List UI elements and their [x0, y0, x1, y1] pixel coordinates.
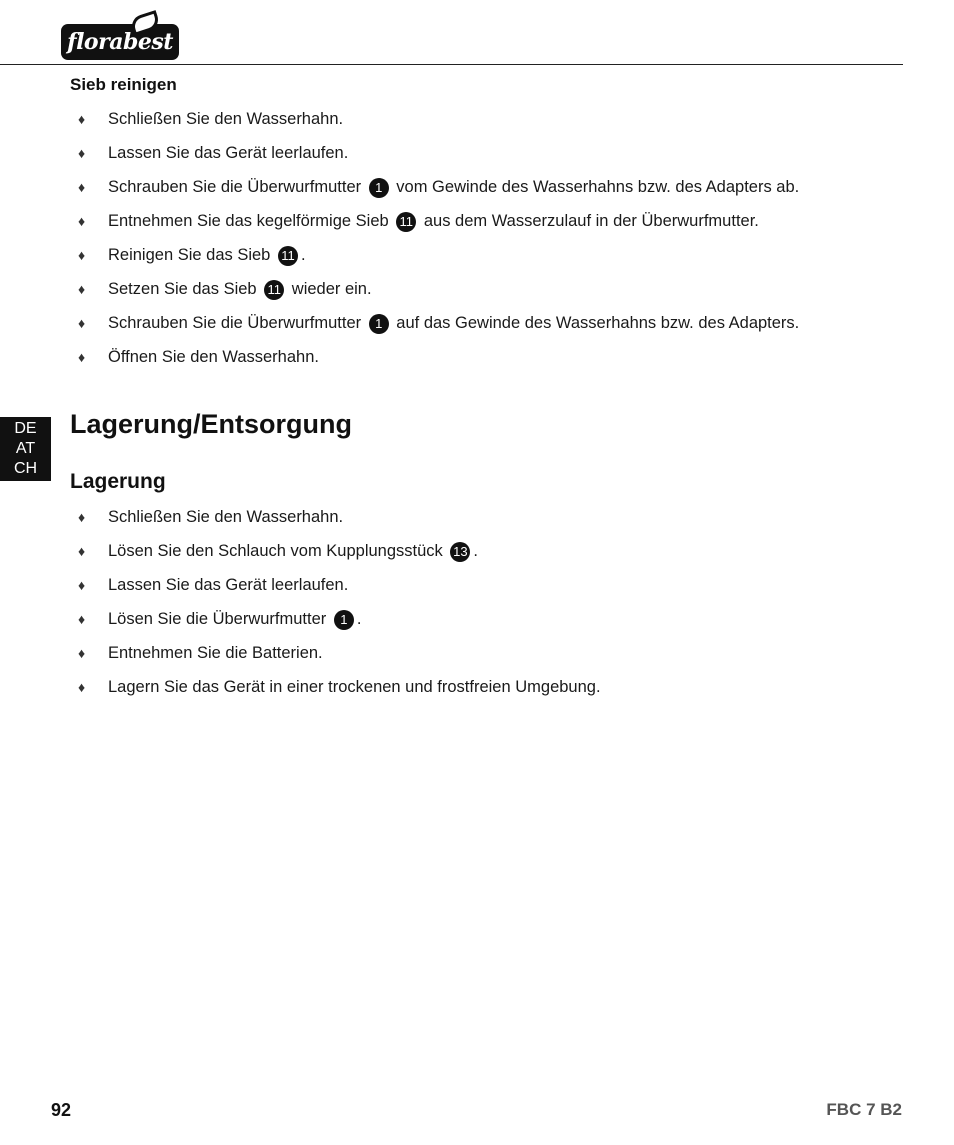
text-span: Öffnen Sie den Wasserhahn. [108, 348, 319, 366]
diamond-bullet-icon: ♦ [78, 281, 86, 297]
diamond-bullet-icon: ♦ [78, 247, 86, 263]
part-number-badge: 1 [334, 610, 354, 630]
list-item-text [108, 277, 372, 301]
part-number-badge: 1 [369, 314, 389, 334]
language-code: CH [13, 460, 38, 477]
text-span: Entnehmen Sie das kegelförmige Sieb [108, 212, 394, 230]
brand-logo [61, 24, 179, 60]
text-span: vom Gewinde des Wasserhahns bzw. des Adapters ab. [391, 178, 800, 196]
section-heading-sieb-reinigen: Sieb reinigen [70, 75, 177, 94]
text-span: Lösen Sie den Schlauch vom Kupplungsstück [108, 542, 448, 560]
diamond-bullet-icon: ♦ [78, 349, 86, 365]
text-span: Lassen Sie das Gerät leerlaufen. [108, 576, 349, 594]
list-item-text [108, 311, 799, 335]
list-item-text [108, 675, 601, 699]
diamond-bullet-icon: ♦ [78, 213, 86, 229]
part-number-badge: 11 [264, 280, 284, 300]
part-number-badge: 11 [278, 246, 298, 266]
diamond-bullet-icon: ♦ [78, 145, 86, 161]
list-item-text [108, 175, 799, 199]
diamond-bullet-icon: ♦ [78, 315, 86, 331]
part-number-badge: 1 [369, 178, 389, 198]
part-number-badge: 11 [396, 212, 416, 232]
language-code: DE [14, 420, 37, 437]
list-item-text [108, 641, 323, 665]
diamond-bullet-icon: ♦ [78, 611, 86, 627]
diamond-bullet-icon: ♦ [78, 111, 86, 127]
list-item-text [108, 573, 348, 597]
brand-logo-text: florabest [67, 29, 173, 55]
list-item-text [108, 209, 759, 233]
text-span: aus dem Wasserzulauf in der Überwurfmutter. [419, 212, 759, 230]
list-item-text [108, 505, 343, 529]
text-span: Lösen Sie die Überwurfmutter [108, 610, 331, 628]
header-divider [0, 64, 903, 65]
diamond-bullet-icon: ♦ [78, 679, 86, 695]
text-span: Lassen Sie das Gerät leerlaufen. [108, 144, 349, 162]
diamond-bullet-icon: ♦ [78, 577, 86, 593]
page-number: 92 [51, 1100, 72, 1120]
language-code: AT [15, 440, 36, 457]
text-span: Entnehmen Sie die Batterien. [108, 644, 323, 662]
text-span: Schrauben Sie die Überwurfmutter [108, 314, 366, 332]
text-span: Reinigen Sie das Sieb [108, 246, 275, 264]
list-item-text [108, 345, 319, 369]
text-span: Schrauben Sie die Überwurfmutter [108, 178, 366, 196]
list-item-text [108, 107, 343, 131]
section-heading-lagerung: Lagerung [70, 470, 166, 493]
language-tab [0, 417, 51, 481]
text-span: Schließen Sie den Wasserhahn. [108, 508, 344, 526]
text-span: . [473, 542, 478, 560]
list-item-text [108, 539, 478, 563]
page-section-title: Lagerung/Entsorgung [70, 409, 352, 439]
text-span: Lagern Sie das Gerät in einer trockenen und frostfreien Umgebung. [108, 678, 601, 696]
text-span: Schließen Sie den Wasserhahn. [108, 110, 344, 128]
text-span: auf das Gewinde des Wasserhahns bzw. des Adapters. [391, 314, 800, 332]
text-span: wieder ein. [287, 280, 372, 298]
list-item-text [108, 607, 361, 631]
part-number-badge: 13 [450, 542, 470, 562]
text-span: . [356, 610, 362, 628]
text-span: . [300, 246, 306, 264]
diamond-bullet-icon: ♦ [78, 509, 86, 525]
list-item-text [108, 141, 348, 165]
diamond-bullet-icon: ♦ [78, 543, 86, 559]
model-number: FBC 7 B2 [826, 1100, 902, 1119]
diamond-bullet-icon: ♦ [78, 179, 86, 195]
list-item-text [108, 243, 306, 267]
diamond-bullet-icon: ♦ [78, 645, 86, 661]
text-span: Setzen Sie das Sieb [108, 280, 262, 298]
